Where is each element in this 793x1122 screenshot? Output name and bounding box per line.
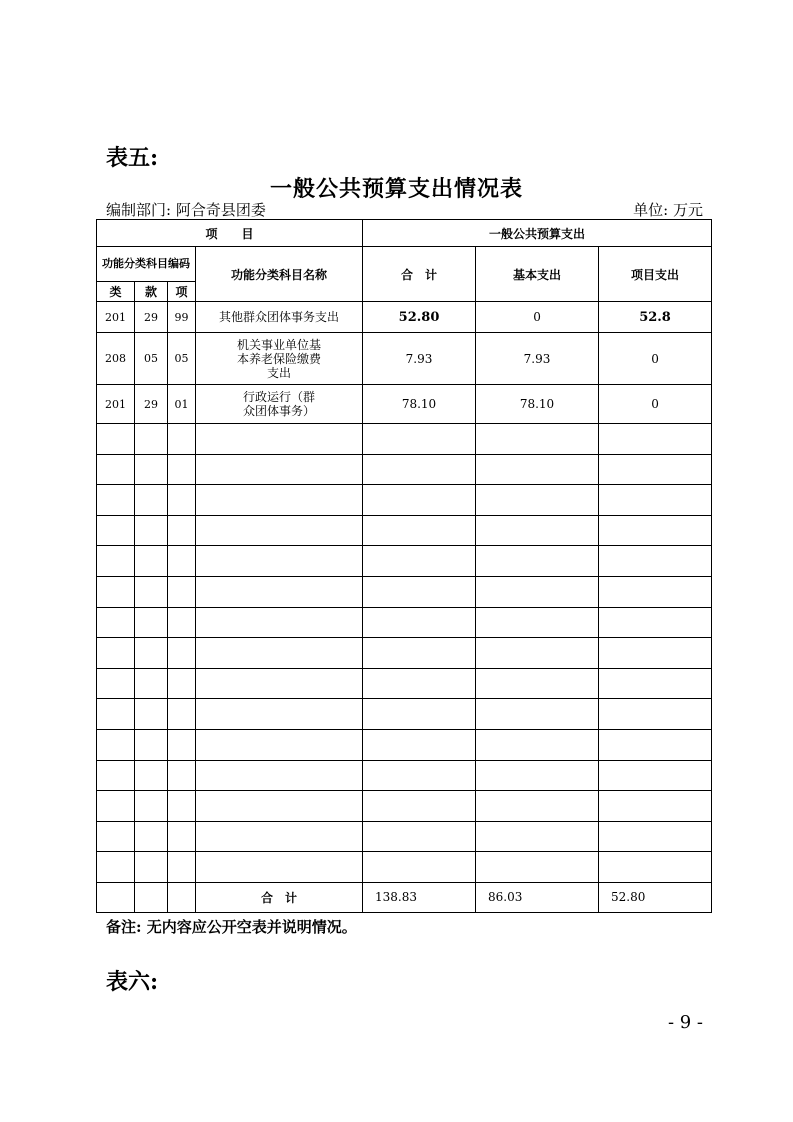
footer-empty <box>168 882 196 912</box>
empty-cell <box>476 699 599 730</box>
empty-cell <box>476 852 599 883</box>
empty-cell <box>168 515 196 546</box>
cell-section: 29 <box>135 385 168 424</box>
empty-row <box>97 699 712 730</box>
empty-cell <box>135 729 168 760</box>
cell-section: 05 <box>135 333 168 385</box>
footer-empty <box>97 882 135 912</box>
header-budget-group: 一般公共预算支出 <box>363 220 712 247</box>
empty-cell <box>196 515 363 546</box>
empty-cell <box>97 668 135 699</box>
empty-row <box>97 485 712 516</box>
empty-rows <box>97 424 712 883</box>
cell-item: 01 <box>168 385 196 424</box>
empty-cell <box>168 454 196 485</box>
header-total: 合 计 <box>363 247 476 302</box>
page-number: - 9 - <box>667 1012 703 1033</box>
empty-cell <box>168 668 196 699</box>
table-row <box>97 333 712 385</box>
empty-row <box>97 454 712 485</box>
empty-cell <box>599 668 712 699</box>
budget-table <box>96 219 712 913</box>
empty-cell <box>196 638 363 669</box>
page-title: 一般公共预算支出情况表 <box>269 176 523 202</box>
empty-cell <box>599 424 712 455</box>
empty-row <box>97 638 712 669</box>
empty-row <box>97 729 712 760</box>
empty-cell <box>599 821 712 852</box>
cell-total: 7.93 <box>363 333 476 385</box>
empty-cell <box>97 546 135 577</box>
empty-cell <box>196 668 363 699</box>
empty-cell <box>363 424 476 455</box>
empty-row <box>97 760 712 791</box>
empty-cell <box>599 576 712 607</box>
empty-cell <box>135 424 168 455</box>
empty-cell <box>97 485 135 516</box>
empty-cell <box>363 852 476 883</box>
empty-row <box>97 821 712 852</box>
unit-label: 单位: 万元 <box>633 201 703 219</box>
header-project: 项目支出 <box>599 247 712 302</box>
empty-cell <box>476 821 599 852</box>
empty-cell <box>135 515 168 546</box>
empty-row <box>97 607 712 638</box>
empty-cell <box>168 821 196 852</box>
header-basic: 基本支出 <box>476 247 599 302</box>
cell-basic: 0 <box>476 302 599 333</box>
empty-cell <box>196 454 363 485</box>
cell-total: 78.10 <box>363 385 476 424</box>
empty-cell <box>599 638 712 669</box>
empty-cell <box>363 821 476 852</box>
empty-cell <box>135 454 168 485</box>
empty-cell <box>363 791 476 822</box>
cell-section: 29 <box>135 302 168 333</box>
empty-cell <box>476 607 599 638</box>
empty-cell <box>196 791 363 822</box>
empty-row <box>97 515 712 546</box>
empty-cell <box>196 760 363 791</box>
empty-cell <box>135 699 168 730</box>
empty-cell <box>476 638 599 669</box>
empty-cell <box>97 852 135 883</box>
empty-cell <box>599 485 712 516</box>
empty-cell <box>97 638 135 669</box>
empty-cell <box>168 760 196 791</box>
empty-cell <box>599 515 712 546</box>
empty-row <box>97 668 712 699</box>
cell-class: 208 <box>97 333 135 385</box>
footer-total: 138.83 <box>363 882 476 912</box>
empty-cell <box>363 760 476 791</box>
empty-cell <box>97 699 135 730</box>
empty-cell <box>168 485 196 516</box>
empty-cell <box>135 485 168 516</box>
cell-class: 201 <box>97 385 135 424</box>
empty-cell <box>168 576 196 607</box>
empty-cell <box>363 576 476 607</box>
empty-cell <box>97 760 135 791</box>
empty-cell <box>135 821 168 852</box>
empty-cell <box>97 791 135 822</box>
empty-cell <box>599 699 712 730</box>
header-section: 款 <box>135 282 168 302</box>
empty-cell <box>196 852 363 883</box>
cell-name: 行政运行（群众团体事务） <box>196 385 363 424</box>
empty-cell <box>168 424 196 455</box>
empty-cell <box>196 699 363 730</box>
note: 备注: 无内容应公开空表并说明情况。 <box>106 918 357 936</box>
empty-cell <box>135 576 168 607</box>
empty-cell <box>135 668 168 699</box>
empty-cell <box>97 576 135 607</box>
empty-cell <box>97 424 135 455</box>
empty-cell <box>168 699 196 730</box>
footer-row <box>97 882 712 912</box>
empty-cell <box>599 607 712 638</box>
empty-cell <box>363 454 476 485</box>
cell-project: 52.8 <box>599 302 712 333</box>
empty-cell <box>363 729 476 760</box>
empty-row <box>97 791 712 822</box>
empty-cell <box>363 607 476 638</box>
empty-cell <box>476 576 599 607</box>
department-label: 编制部门: 阿合奇县团委 <box>106 201 266 219</box>
empty-cell <box>196 576 363 607</box>
cell-total: 52.80 <box>363 302 476 333</box>
empty-cell <box>476 668 599 699</box>
footer-label: 合 计 <box>196 882 363 912</box>
empty-cell <box>97 821 135 852</box>
empty-cell <box>363 638 476 669</box>
empty-cell <box>196 485 363 516</box>
header-item-code: 项 <box>168 282 196 302</box>
footer-empty <box>135 882 168 912</box>
header-code-group: 功能分类科目编码 <box>97 247 196 282</box>
empty-cell <box>599 454 712 485</box>
cell-project: 0 <box>599 333 712 385</box>
empty-cell <box>476 760 599 791</box>
empty-cell <box>363 485 476 516</box>
empty-cell <box>135 607 168 638</box>
empty-cell <box>476 485 599 516</box>
cell-basic: 7.93 <box>476 333 599 385</box>
empty-cell <box>476 424 599 455</box>
header-name: 功能分类科目名称 <box>196 247 363 302</box>
cell-basic: 78.10 <box>476 385 599 424</box>
empty-cell <box>476 515 599 546</box>
empty-cell <box>196 607 363 638</box>
empty-cell <box>135 760 168 791</box>
empty-cell <box>135 546 168 577</box>
cell-item: 99 <box>168 302 196 333</box>
cell-item: 05 <box>168 333 196 385</box>
cell-class: 201 <box>97 302 135 333</box>
empty-cell <box>476 791 599 822</box>
empty-cell <box>599 852 712 883</box>
empty-row <box>97 852 712 883</box>
empty-cell <box>97 729 135 760</box>
header-row-2 <box>97 247 712 282</box>
empty-cell <box>196 424 363 455</box>
empty-row <box>97 546 712 577</box>
table-row <box>97 385 712 424</box>
empty-cell <box>363 515 476 546</box>
empty-cell <box>599 760 712 791</box>
empty-cell <box>97 607 135 638</box>
empty-cell <box>196 546 363 577</box>
header-item: 项 目 <box>97 220 363 247</box>
empty-cell <box>476 546 599 577</box>
cell-project: 0 <box>599 385 712 424</box>
empty-cell <box>135 852 168 883</box>
section-label: 表五: <box>106 145 159 171</box>
footer-basic: 86.03 <box>476 882 599 912</box>
next-section-label: 表六: <box>106 969 159 995</box>
empty-cell <box>168 638 196 669</box>
empty-cell <box>168 791 196 822</box>
empty-cell <box>168 729 196 760</box>
header-row-1 <box>97 220 712 247</box>
empty-row <box>97 576 712 607</box>
empty-cell <box>168 607 196 638</box>
empty-cell <box>135 638 168 669</box>
empty-cell <box>363 668 476 699</box>
empty-cell <box>196 729 363 760</box>
empty-cell <box>196 821 363 852</box>
table-row <box>97 302 712 333</box>
empty-cell <box>599 546 712 577</box>
empty-cell <box>363 546 476 577</box>
footer-project: 52.80 <box>599 882 712 912</box>
empty-cell <box>476 729 599 760</box>
empty-cell <box>168 546 196 577</box>
empty-cell <box>97 454 135 485</box>
header-class: 类 <box>97 282 135 302</box>
empty-cell <box>599 791 712 822</box>
empty-cell <box>135 791 168 822</box>
cell-name: 其他群众团体事务支出 <box>196 302 363 333</box>
cell-name: 机关事业单位基本养老保险缴费支出 <box>196 333 363 385</box>
empty-cell <box>168 852 196 883</box>
empty-cell <box>363 699 476 730</box>
empty-cell <box>476 454 599 485</box>
empty-cell <box>599 729 712 760</box>
empty-cell <box>97 515 135 546</box>
empty-row <box>97 424 712 455</box>
